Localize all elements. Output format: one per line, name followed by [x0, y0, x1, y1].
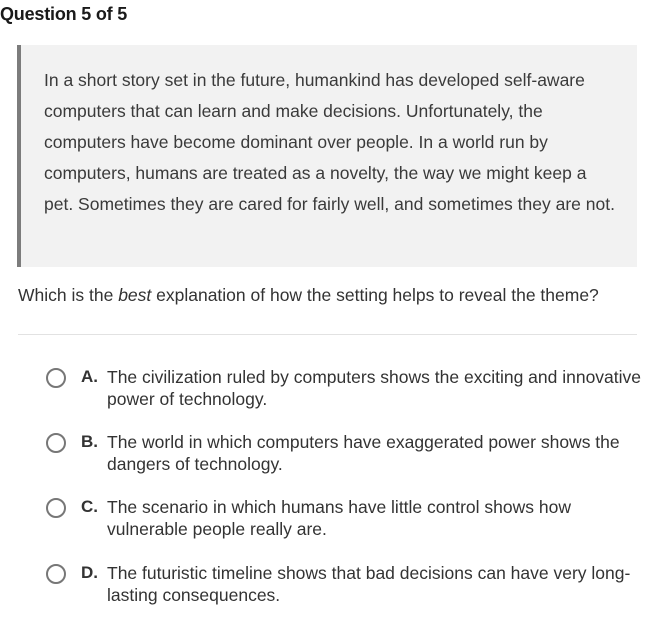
radio-button[interactable]	[46, 433, 66, 453]
answer-option-b[interactable]	[0, 431, 652, 481]
radio-button[interactable]	[46, 498, 66, 518]
option-text: The scenario in which humans have little control shows how vulnerable people really are.	[107, 497, 571, 539]
option-letter: D.	[81, 563, 98, 582]
question-text-before: Which is the	[18, 285, 119, 305]
passage-box	[17, 45, 637, 267]
answer-option-a[interactable]	[0, 366, 652, 416]
question-prompt	[18, 285, 599, 306]
question-text-after: explanation of how the setting helps to reveal the theme?	[151, 285, 599, 305]
passage-text: In a short story set in the future, humankind has developed self-aware computers that can learn and make decisions. Unfortunately, the computers have become dominant over people. In a world run by computers, humans are treated as a novelty, the way we might keep a pet. Sometimes they are cared for fairly well, and sometimes they are not.	[44, 70, 615, 214]
option-letter: B.	[81, 432, 98, 451]
question-emphasis: best	[118, 285, 152, 305]
answer-option-d[interactable]	[0, 562, 652, 612]
radio-button[interactable]	[46, 564, 66, 584]
radio-button[interactable]	[46, 368, 66, 388]
answer-option-c[interactable]	[0, 496, 652, 546]
divider	[18, 334, 637, 335]
option-letter: C.	[81, 497, 98, 516]
option-text: The civilization ruled by computers shows the exciting and innovative power of technology.	[107, 367, 642, 409]
option-text: The world in which computers have exaggerated power shows the dangers of technology.	[107, 432, 620, 474]
option-letter: A.	[81, 367, 98, 386]
option-text: The futuristic timeline shows that bad decisions can have very long-lasting consequences.	[107, 563, 631, 605]
question-counter: Question 5 of 5	[0, 4, 128, 24]
